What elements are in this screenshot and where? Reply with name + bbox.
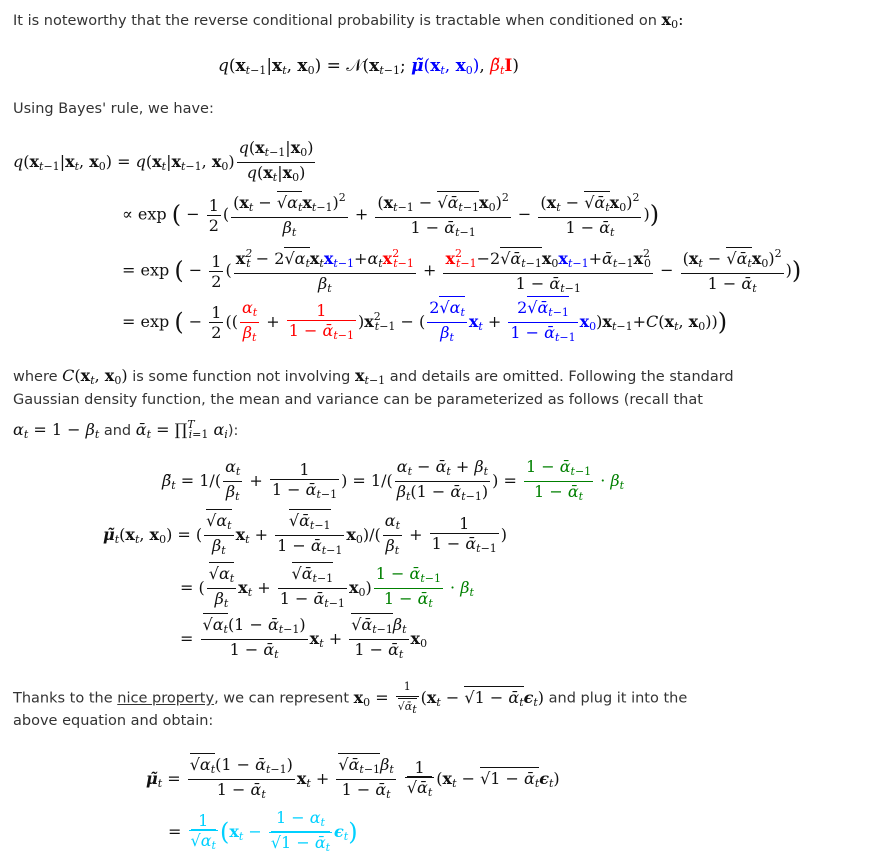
where-text: where	[13, 369, 58, 385]
and-text: and	[103, 423, 132, 439]
intro-paragraph	[13, 8, 683, 37]
x0-inline: $x_0$:	[661, 10, 684, 31]
mean-variance-paragraph: where $C(x_t$, $x_0$) is some function not involving $x_{t-1}$ and details are omitted. Following the standard	[13, 366, 734, 387]
mean-variance-paragraph-line2	[13, 388, 703, 412]
bayes-text: Using Bayes' rule, we have:	[13, 101, 214, 117]
final-mu-line-2: = $\frac{1}{√\alpha_t}$ ($x_t$ − $\frac{1 - \alpha_t}{√1 - ᾱ_t}$ $\epsilon_t$)	[168, 808, 358, 854]
mu-tilde-line-3: = $\frac{√\alpha_t(1 - ᾱ_{t-1})}{1 - ᾱ_t}$ $x_t$ + $\frac{√ᾱ_{t-1}\beta_t}{1 - ᾱ_t}$ $x_0$	[180, 615, 428, 661]
nice-property-paragraph: Thanks to the nice property, we can represent $x_0$ = $\frac{1}{\text{√ᾱt}}$ ($x_t - √1$ − $ᾱ_t\epsilon_t$) and plug it into the	[13, 677, 687, 719]
bayes-line-2: ∝ exp ( − $\frac{1}{2}$ ( $\frac{(x_t - √\alpha_tx_{t-1})^2}{\beta_t}$ + $\frac{(x_{t-1} - √ᾱ_{t-1}x_0)^2}{1 - ᾱ_{t-1}}$ − $\frac{(x_t - √ᾱ_tx_0)^2}{1 - ᾱ_t}$ ))	[122, 188, 659, 242]
represent-text: , we can represent	[214, 690, 350, 707]
bayes-line-3: = exp ( − $\frac{1}{2}$ ( $\frac{x^2_t - 2√\alpha_tx_tx_{t-1}+\alpha_tx^2_{t-1}}{\beta_t}$ + $\frac{x^2_{t-1}-2√ᾱ_{t-1}x_0x_{t-1}+ᾱ_{t-1}x^2_0}{1 - ᾱ_{t-1}}$ − $\frac{(x_t - √ᾱ_tx_0)^2}{1 - ᾱ_t}$ ))	[122, 244, 801, 298]
bayes-paragraph	[13, 97, 214, 121]
mu-tilde-line-1: $\mũ_t(x_t$, $x_0$) = ( $\frac{√\alpha_t}{\beta_t}$ $x_t$ + $\frac{√ᾱ_{t-1}}{1 - ᾱ_{t-1}}$ $x_0)/$( $\frac{\alpha_t}{\beta_t}$ + $\frac{1}{1 - ᾱ_{t-1}}$ )	[103, 511, 508, 557]
mean-variance-paragraph-line3: $\alpha_t = 1 - \beta_t$ and ᾱ$_t$ = ∏$^T_{i=1}$ $\alpha_i$):	[13, 418, 239, 441]
nice-property-link[interactable]: nice property	[117, 690, 215, 707]
gaussian-text: Gaussian density function, the mean and variance can be parameterized as follows (recall that	[13, 392, 703, 408]
intro-text: It is noteworthy that the reverse conditional probability is tractable when conditioned on	[13, 13, 657, 29]
obtain-text: above equation and obtain:	[13, 713, 214, 729]
nice-property-paragraph-line2	[13, 709, 213, 733]
beta-tilde-equation: $\betã_t = 1/$( $\frac{\alpha_t}{\beta_t}$ + $\frac{1}{1 - ᾱ_{t-1}}$ ) = 1/( $\frac{\alpha_t - ᾱ_t + \beta_t}{\beta_t(1 - ᾱ_{t-1})}$ ) = $\frac{1 - ᾱ_{t-1}}{1 - ᾱ_t}$ · $\beta_t$	[162, 457, 625, 503]
reverse-conditional-equation: $q(x_{t-1}|x_t$, $x_0$) = $𝒩(x_{t-1}$; $\mũ(x_t$, $x_0$), $\betã_tI$)	[218, 56, 519, 77]
mu-tilde-line-2: = ( $\frac{√\alpha_t}{\beta_t}$ $x_t$ + $\frac{√ᾱ_{t-1}}{1 - ᾱ_{t-1}}$ $x_0$) $\frac{1 - ᾱ_{t-1}}{1 - ᾱ_t}$ · $\beta_t$	[180, 564, 474, 610]
bayes-line-4: = exp ( − $\frac{1}{2}$ (( $\frac{\alpha_t}{\beta_t}$ + $\frac{1}{1 - ᾱ_{t-1}}$ )$x^2_{t-1}$ − ( $\frac{2√\alpha_t}{\beta_t}$ $x_t$ + $\frac{2√ᾱ_{t-1}}{1 - ᾱ_{t-1}}$ $x_0)x_{t-1}+C(x_t$, $x_0$)))	[122, 298, 728, 344]
bayes-line-1: $q(x_{t-1}|x_t$, $x_0) = q(x_t|x_{t-1}$, $x_0$) $\frac{q(x_{t-1}|x_0)}{q(x_t|x_0)}$	[13, 138, 314, 184]
plug-text: and plug it into the	[548, 690, 688, 707]
final-mu-line-1: $\mũ_t$ = $\frac{√\alpha_t(1 - ᾱ_{t-1})}{1 - ᾱ_t}$ $x_t$ + $\frac{√ᾱ_{t-1}\beta_t}{1 - ᾱ_t}$ $\frac{1}{√ᾱ_t}$ ($x_t - √1$ − $ᾱ_t\epsilon_t$)	[146, 755, 560, 801]
thanks-text: Thanks to the	[13, 690, 113, 707]
omitted-text: and details are omitted. Following the standard	[389, 369, 734, 385]
function-text: is some function not involving	[132, 369, 351, 385]
